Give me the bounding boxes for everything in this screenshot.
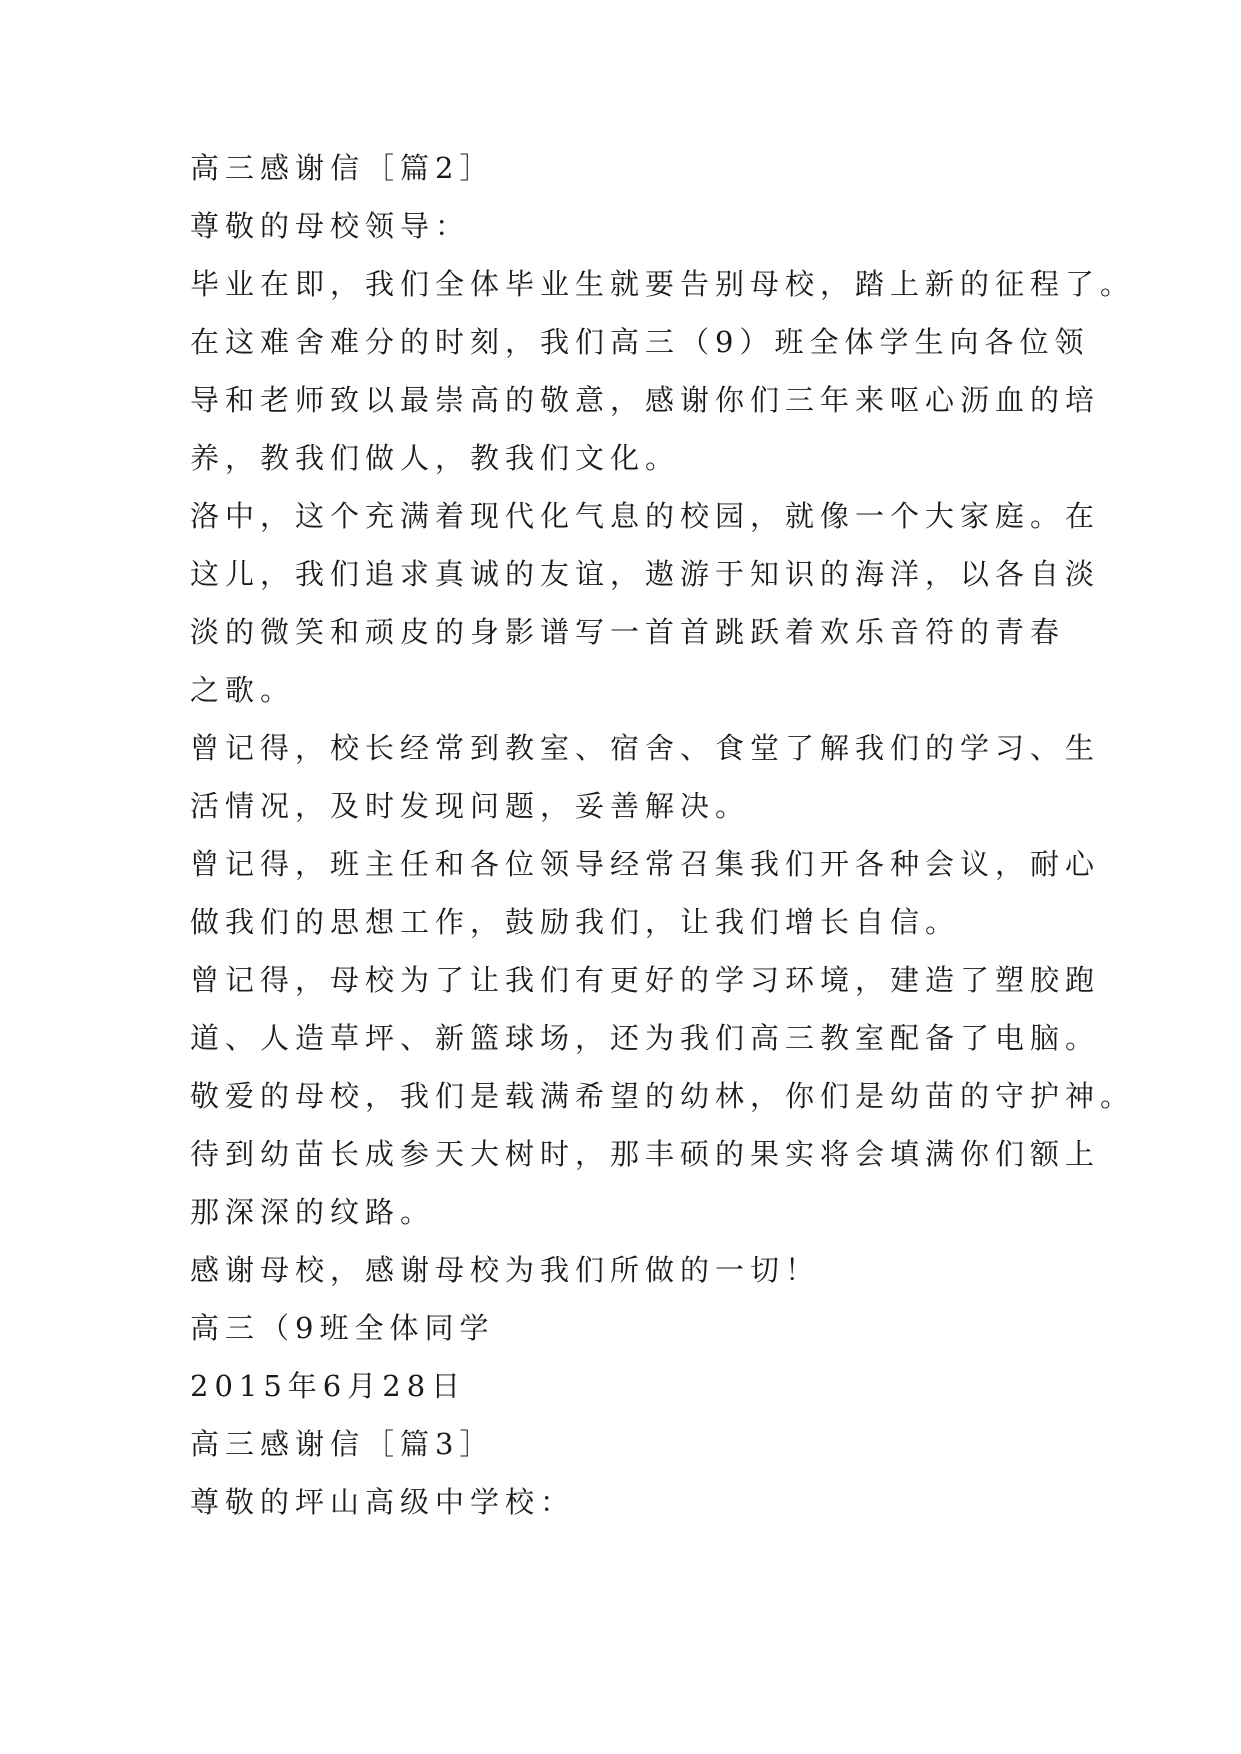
body-line: 导和老师致以最崇高的敬意，感谢你们三年来呕心沥血的培 [190, 383, 1101, 417]
body-line: 在这难舍难分的时刻，我们高三（9）班全体学生向各位领 [190, 325, 1090, 359]
body-line: 毕业在即，我们全体毕业生就要告别母校，踏上新的征程了。 [190, 267, 1136, 301]
body-line: 这儿，我们追求真诚的友谊，遨游于知识的海洋，以各自淡 [190, 557, 1101, 591]
body-line: 洛中，这个充满着现代化气息的校园，就像一个大家庭。在 [190, 499, 1101, 533]
body-line: 做我们的思想工作，鼓励我们，让我们增长自信。 [190, 905, 961, 939]
salutation: 尊敬的坪山高级中学校： [190, 1485, 576, 1519]
letter-title-part-3: 高三感谢信［篇3］ [190, 1427, 495, 1461]
body-line: 曾记得，校长经常到教室、宿舍、食堂了解我们的学习、生 [190, 731, 1101, 765]
letter-title-part-2: 高三感谢信［篇2］ [190, 151, 495, 185]
body-line: 敬爱的母校，我们是载满希望的幼林，你们是幼苗的守护神。 [190, 1079, 1136, 1113]
body-line: 那深深的纹路。 [190, 1195, 436, 1229]
body-line: 淡的微笑和顽皮的身影谱写一首首跳跃着欢乐音符的青春 [190, 615, 1066, 649]
body-line: 曾记得，班主任和各位领导经常召集我们开各种会议，耐心 [190, 847, 1101, 881]
body-line: 曾记得，母校为了让我们有更好的学习环境，建造了塑胶跑 [190, 963, 1101, 997]
salutation: 尊敬的母校领导： [190, 209, 471, 243]
closing-line: 感谢母校，感谢母校为我们所做的一切！ [190, 1253, 821, 1287]
signature: 高三（9班全体同学 [190, 1311, 495, 1345]
body-line: 养，教我们做人，教我们文化。 [190, 441, 681, 475]
body-line: 道、人造草坪、新篮球场，还为我们高三教室配备了电脑。 [190, 1021, 1101, 1055]
body-line: 之歌。 [190, 673, 296, 707]
body-line: 待到幼苗长成参天大树时，那丰硕的果实将会填满你们额上 [190, 1137, 1101, 1171]
body-line: 活情况，及时发现问题，妥善解决。 [190, 789, 751, 823]
date: 2015年6月28日 [190, 1369, 467, 1403]
